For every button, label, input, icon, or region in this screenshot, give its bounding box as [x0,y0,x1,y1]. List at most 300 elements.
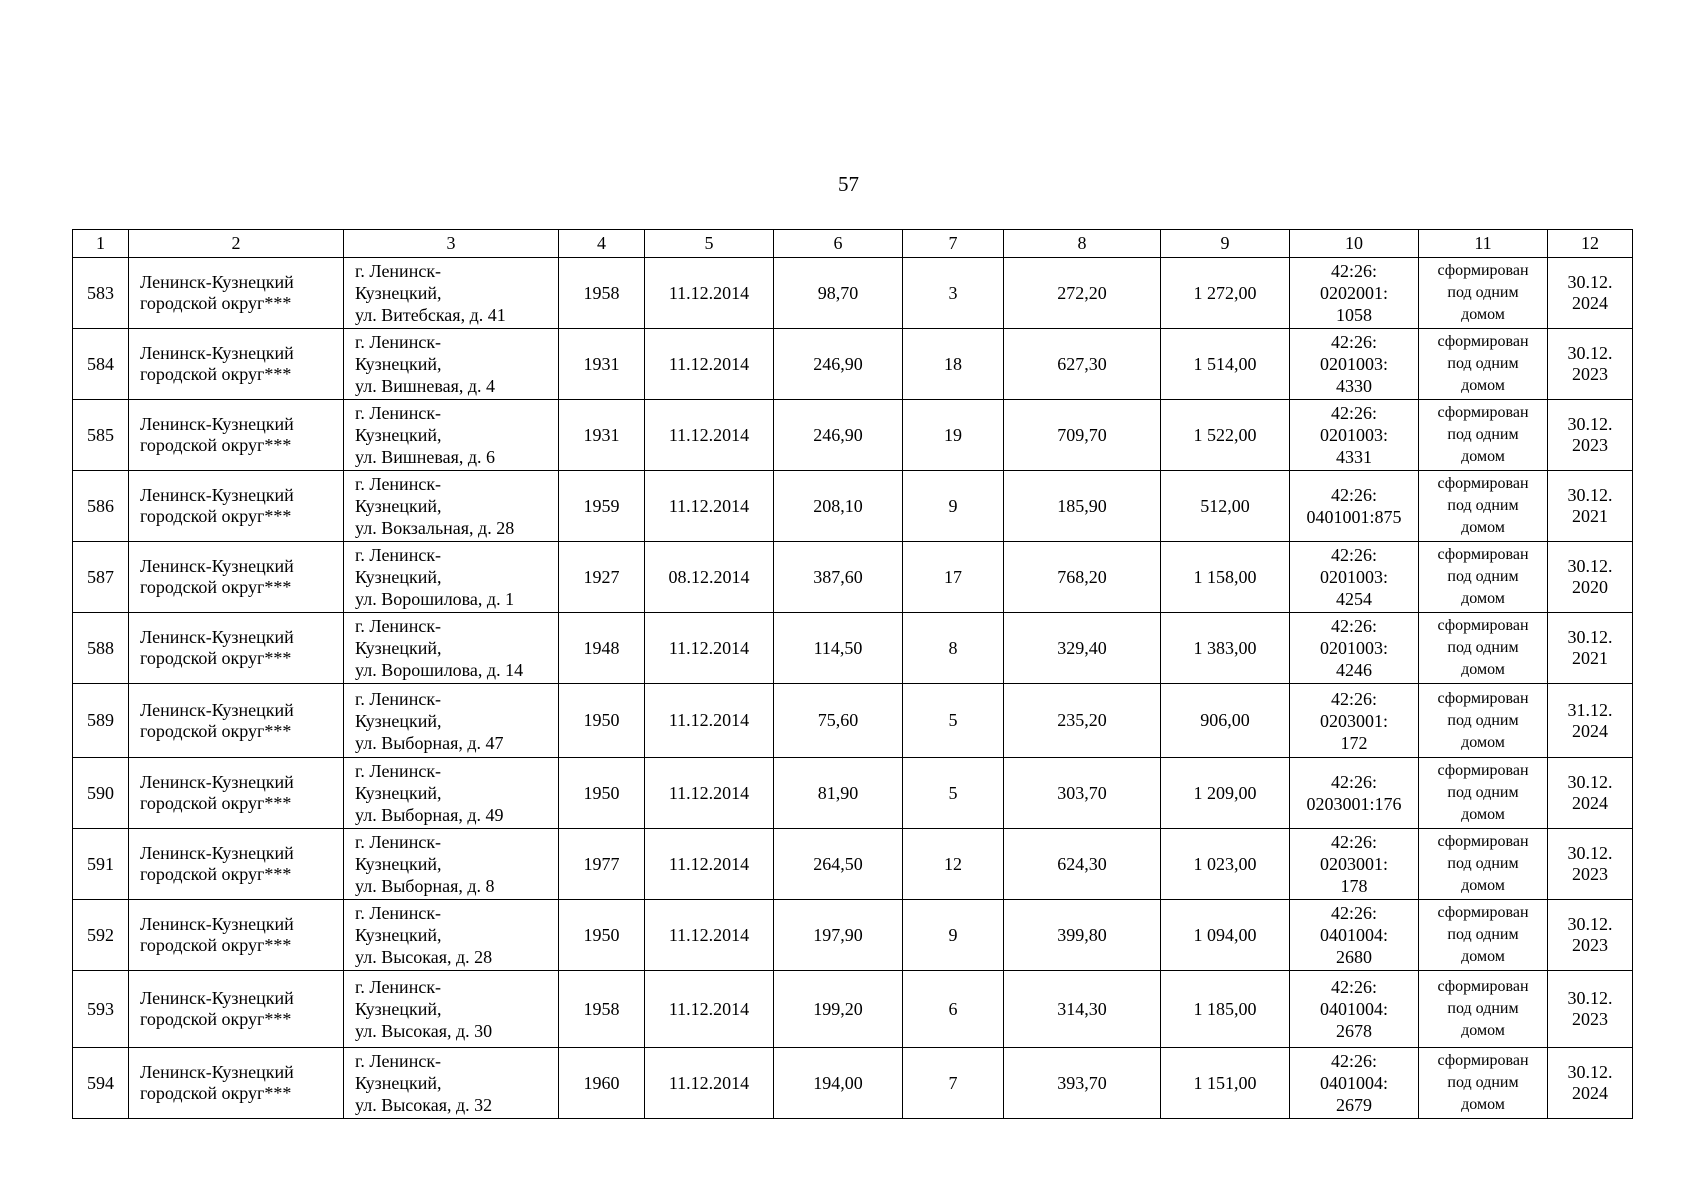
status-line: сформирован [1437,762,1529,779]
status-line: домом [1461,306,1505,323]
district-line: Ленинск-Кузнецкий [140,988,294,1008]
cadastral-line: 2679 [1336,1095,1372,1115]
address-cell [344,758,559,829]
area-a-cell: 387,60 [774,542,903,613]
status-line: сформирован [1437,475,1529,492]
district-cell [129,471,344,542]
district-line: городской округ*** [140,720,292,741]
district-line: городской округ*** [140,506,292,526]
deadline-cell [1548,758,1633,829]
address-cell [344,471,559,542]
table-row [73,684,1633,758]
deadline-line: 30.12. [1567,414,1613,434]
address-cell [344,1048,559,1119]
deadline-line: 2023 [1572,364,1608,384]
cadastral-line: 4254 [1336,589,1372,609]
status-line: домом [1461,733,1505,751]
column-header: 9 [1161,230,1290,258]
area-b-cell: 768,20 [1004,542,1161,613]
date-cell: 11.12.2014 [645,900,774,971]
cadastral-line: 42:26: [1330,332,1377,352]
deadline-cell [1548,542,1633,613]
cadastral-line: 0401004: [1319,925,1388,945]
row-number-cell: 591 [73,829,129,900]
district-line: Ленинск-Кузнецкий [140,914,294,934]
cadastral-line: 42:26: [1330,903,1377,923]
area-a-cell: 199,20 [774,971,903,1048]
status-line: домом [1461,877,1505,894]
area-c-cell: 1 158,00 [1161,542,1290,613]
row-number-cell: 594 [73,1048,129,1119]
build-year-cell: 1958 [559,971,645,1048]
area-a-cell: 264,50 [774,829,903,900]
status-line: под одним [1447,1000,1519,1017]
district-line: Ленинск-Кузнецкий [140,843,294,863]
housing-registry-table [72,229,1633,1119]
address-line: Кузнецкий, [355,638,442,658]
area-b-cell: 314,30 [1004,971,1161,1048]
row-number-cell: 587 [73,542,129,613]
status-line: сформирован [1437,617,1529,634]
row-number-cell: 584 [73,329,129,400]
deadline-line: 2021 [1572,506,1608,526]
address-line: ул. Высокая, д. 32 [355,1095,493,1115]
address-line: ул. Высокая, д. 30 [355,1021,493,1041]
cadastral-line: 42:26: [1330,688,1377,709]
district-cell [129,1048,344,1119]
cadastral-line: 0203001: [1319,710,1388,731]
cadastral-line: 0401004: [1319,999,1388,1019]
residents-cell: 8 [903,613,1004,684]
cadastral-line: 4330 [1336,376,1372,396]
address-cell [344,971,559,1048]
deadline-cell [1548,900,1633,971]
status-line: под одним [1447,284,1519,301]
area-b-cell: 393,70 [1004,1048,1161,1119]
date-cell: 11.12.2014 [645,829,774,900]
build-year-cell: 1960 [559,1048,645,1119]
date-cell: 11.12.2014 [645,258,774,329]
column-header: 6 [774,230,903,258]
deadline-cell [1548,613,1633,684]
address-cell [344,400,559,471]
residents-cell: 17 [903,542,1004,613]
date-cell: 11.12.2014 [645,400,774,471]
cadastral-line: 42:26: [1330,545,1377,565]
column-number-header-row [73,230,1633,258]
deadline-line: 2023 [1572,935,1608,955]
district-cell [129,900,344,971]
cadastral-line: 0401001:875 [1306,507,1402,527]
deadline-line: 30.12. [1567,914,1613,934]
address-line: Кузнецкий, [355,496,442,516]
district-line: Ленинск-Кузнецкий [140,272,294,292]
table-row [73,471,1633,542]
cadastral-line: 0401004: [1319,1073,1388,1093]
area-c-cell: 1 185,00 [1161,971,1290,1048]
cadastral-line: 0201003: [1319,425,1388,445]
land-status-cell [1419,613,1548,684]
row-number-cell: 590 [73,758,129,829]
deadline-cell [1548,471,1633,542]
row-number-cell: 593 [73,971,129,1048]
district-line: Ленинск-Кузнецкий [140,772,294,792]
address-line: ул. Выборная, д. 49 [355,805,504,825]
address-line: г. Ленинск- [355,616,442,636]
area-a-cell: 114,50 [774,613,903,684]
cadastral-number-cell [1290,684,1419,758]
cadastral-line: 0202001: [1319,283,1388,303]
date-cell: 08.12.2014 [645,542,774,613]
cadastral-line: 0203001:176 [1306,794,1402,814]
deadline-cell [1548,684,1633,758]
area-a-cell: 246,90 [774,329,903,400]
status-line: домом [1461,448,1505,465]
area-c-cell: 1 151,00 [1161,1048,1290,1119]
address-line: г. Ленинск- [355,903,442,923]
deadline-cell [1548,829,1633,900]
deadline-line: 2024 [1572,293,1608,313]
build-year-cell: 1950 [559,758,645,829]
address-line: Кузнецкий, [355,854,442,874]
deadline-line: 30.12. [1567,556,1613,576]
address-line: Кузнецкий, [355,567,442,587]
table-row [73,829,1633,900]
address-line: ул. Ворошилова, д. 14 [355,660,524,680]
district-line: Ленинск-Кузнецкий [140,699,294,720]
address-cell [344,613,559,684]
address-line: Кузнецкий, [355,283,442,303]
area-b-cell: 624,30 [1004,829,1161,900]
address-line: Кузнецкий, [355,999,442,1019]
land-status-cell [1419,542,1548,613]
address-cell [344,684,559,758]
area-b-cell: 399,80 [1004,900,1161,971]
land-status-cell [1419,758,1548,829]
area-c-cell: 1 209,00 [1161,758,1290,829]
residents-cell: 9 [903,900,1004,971]
status-line: домом [1461,590,1505,607]
address-line: г. Ленинск- [355,261,442,281]
address-line: Кузнецкий, [355,425,442,445]
column-header: 10 [1290,230,1419,258]
land-status-cell [1419,329,1548,400]
row-number-cell: 583 [73,258,129,329]
district-cell [129,329,344,400]
address-line: ул. Выборная, д. 8 [355,876,495,896]
area-c-cell: 1 383,00 [1161,613,1290,684]
cadastral-line: 2678 [1336,1021,1372,1041]
deadline-line: 2023 [1572,1009,1608,1029]
status-line: домом [1461,1022,1505,1039]
address-cell [344,900,559,971]
deadline-cell [1548,258,1633,329]
cadastral-line: 0201003: [1319,354,1388,374]
area-c-cell: 1 522,00 [1161,400,1290,471]
status-line: под одним [1447,426,1519,443]
status-line: домом [1461,519,1505,536]
deadline-line: 30.12. [1567,272,1613,292]
status-line: домом [1461,377,1505,394]
status-line: сформирован [1437,404,1529,421]
residents-cell: 19 [903,400,1004,471]
deadline-line: 30.12. [1567,485,1613,505]
area-a-cell: 197,90 [774,900,903,971]
cadastral-line: 2680 [1336,947,1372,967]
cadastral-line: 0201003: [1319,638,1388,658]
column-header: 8 [1004,230,1161,258]
table-row [73,758,1633,829]
status-line: домом [1461,948,1505,965]
address-line: г. Ленинск- [355,1051,442,1071]
address-line: г. Ленинск- [355,977,442,997]
residents-cell: 18 [903,329,1004,400]
area-a-cell: 194,00 [774,1048,903,1119]
district-cell [129,758,344,829]
cadastral-number-cell [1290,400,1419,471]
address-cell [344,829,559,900]
address-cell [344,329,559,400]
deadline-cell [1548,971,1633,1048]
area-c-cell: 512,00 [1161,471,1290,542]
cadastral-number-cell [1290,471,1419,542]
land-status-cell [1419,471,1548,542]
status-line: под одним [1447,784,1519,801]
district-line: Ленинск-Кузнецкий [140,343,294,363]
address-line: ул. Выборная, д. 47 [355,732,504,753]
row-number-cell: 589 [73,684,129,758]
land-status-cell [1419,400,1548,471]
status-line: домом [1461,806,1505,823]
column-header: 11 [1419,230,1548,258]
cadastral-line: 172 [1340,732,1368,753]
column-header: 5 [645,230,774,258]
status-line: сформирован [1437,689,1529,707]
column-header: 3 [344,230,559,258]
area-b-cell: 272,20 [1004,258,1161,329]
district-cell [129,542,344,613]
table-row [73,542,1633,613]
cadastral-line: 4331 [1336,447,1372,467]
address-cell [344,542,559,613]
cadastral-line: 178 [1340,876,1368,896]
date-cell: 11.12.2014 [645,971,774,1048]
cadastral-line: 42:26: [1330,403,1377,423]
area-a-cell: 81,90 [774,758,903,829]
address-line: ул. Ворошилова, д. 1 [355,589,515,609]
cadastral-number-cell [1290,971,1419,1048]
deadline-line: 2024 [1572,1083,1608,1103]
district-line: городской округ*** [140,364,292,384]
column-header: 2 [129,230,344,258]
deadline-cell [1548,400,1633,471]
area-c-cell: 1 514,00 [1161,329,1290,400]
address-line: Кузнецкий, [355,710,442,731]
date-cell: 11.12.2014 [645,684,774,758]
status-line: под одним [1447,926,1519,943]
column-header: 12 [1548,230,1633,258]
cadastral-number-cell [1290,829,1419,900]
land-status-cell [1419,684,1548,758]
deadline-line: 30.12. [1567,843,1613,863]
build-year-cell: 1977 [559,829,645,900]
residents-cell: 5 [903,758,1004,829]
date-cell: 11.12.2014 [645,329,774,400]
area-a-cell: 246,90 [774,400,903,471]
column-header: 4 [559,230,645,258]
cadastral-number-cell [1290,329,1419,400]
address-line: ул. Высокая, д. 28 [355,947,493,967]
land-status-cell [1419,971,1548,1048]
deadline-line: 2023 [1572,864,1608,884]
residents-cell: 7 [903,1048,1004,1119]
address-line: г. Ленинск- [355,545,442,565]
address-line: г. Ленинск- [355,403,442,423]
status-line: домом [1461,661,1505,678]
district-line: городской округ*** [140,648,292,668]
build-year-cell: 1927 [559,542,645,613]
date-cell: 11.12.2014 [645,758,774,829]
column-header: 7 [903,230,1004,258]
cadastral-number-cell [1290,1048,1419,1119]
row-number-cell: 588 [73,613,129,684]
deadline-line: 30.12. [1567,627,1613,647]
area-c-cell: 1 023,00 [1161,829,1290,900]
district-line: городской округ*** [140,935,292,955]
cadastral-line: 42:26: [1330,1051,1377,1071]
address-line: Кузнецкий, [355,925,442,945]
address-line: Кузнецкий, [355,783,442,803]
area-a-cell: 98,70 [774,258,903,329]
district-line: Ленинск-Кузнецкий [140,627,294,647]
cadastral-line: 42:26: [1330,616,1377,636]
cadastral-number-cell [1290,758,1419,829]
deadline-line: 31.12. [1567,699,1613,720]
district-line: Ленинск-Кузнецкий [140,485,294,505]
district-line: городской округ*** [140,864,292,884]
area-b-cell: 303,70 [1004,758,1161,829]
date-cell: 11.12.2014 [645,471,774,542]
cadastral-number-cell [1290,613,1419,684]
cadastral-line: 42:26: [1330,485,1377,505]
district-cell [129,971,344,1048]
table-row [73,258,1633,329]
status-line: под одним [1447,711,1519,729]
area-c-cell: 1 272,00 [1161,258,1290,329]
status-line: сформирован [1437,333,1529,350]
cadastral-line: 42:26: [1330,977,1377,997]
deadline-line: 2021 [1572,648,1608,668]
district-cell [129,684,344,758]
land-status-cell [1419,1048,1548,1119]
page-number: 57 [838,172,859,196]
area-b-cell: 329,40 [1004,613,1161,684]
build-year-cell: 1931 [559,400,645,471]
district-line: городской округ*** [140,577,292,597]
deadline-line: 30.12. [1567,343,1613,363]
build-year-cell: 1950 [559,900,645,971]
cadastral-line: 4246 [1336,660,1372,680]
address-line: Кузнецкий, [355,1073,442,1093]
residents-cell: 5 [903,684,1004,758]
cadastral-line: 42:26: [1330,772,1377,792]
address-line: г. Ленинск- [355,761,442,781]
district-line: Ленинск-Кузнецкий [140,1062,294,1082]
deadline-line: 30.12. [1567,988,1613,1008]
build-year-cell: 1950 [559,684,645,758]
deadline-line: 2020 [1572,577,1608,597]
status-line: сформирован [1437,978,1529,995]
deadline-line: 2024 [1572,793,1608,813]
deadline-cell [1548,1048,1633,1119]
cadastral-line: 42:26: [1330,261,1377,281]
row-number-cell: 586 [73,471,129,542]
district-line: городской округ*** [140,1083,292,1103]
deadline-line: 30.12. [1567,1062,1613,1082]
table-row [73,613,1633,684]
status-line: под одним [1447,855,1519,872]
table-row [73,971,1633,1048]
build-year-cell: 1931 [559,329,645,400]
column-header: 1 [73,230,129,258]
status-line: сформирован [1437,546,1529,563]
district-line: городской округ*** [140,435,292,455]
address-line: ул. Вишневая, д. 4 [355,376,496,396]
table-row [73,1048,1633,1119]
date-cell: 11.12.2014 [645,1048,774,1119]
status-line: сформирован [1437,1052,1529,1069]
residents-cell: 3 [903,258,1004,329]
row-number-cell: 585 [73,400,129,471]
residents-cell: 6 [903,971,1004,1048]
area-b-cell: 709,70 [1004,400,1161,471]
cadastral-line: 42:26: [1330,832,1377,852]
deadline-line: 2023 [1572,435,1608,455]
deadline-cell [1548,329,1633,400]
cadastral-line: 0203001: [1319,854,1388,874]
residents-cell: 12 [903,829,1004,900]
status-line: под одним [1447,497,1519,514]
address-line: ул. Витебская, д. 41 [355,305,506,325]
area-a-cell: 208,10 [774,471,903,542]
build-year-cell: 1959 [559,471,645,542]
address-line: ул. Вокзальная, д. 28 [355,518,515,538]
status-line: под одним [1447,639,1519,656]
status-line: сформирован [1437,262,1529,279]
status-line: сформирован [1437,833,1529,850]
address-line: г. Ленинск- [355,832,442,852]
land-status-cell [1419,900,1548,971]
table-row [73,329,1633,400]
cadastral-number-cell [1290,542,1419,613]
cadastral-number-cell [1290,900,1419,971]
address-line: г. Ленинск- [355,474,442,494]
date-cell: 11.12.2014 [645,613,774,684]
table-body [73,258,1633,1119]
area-a-cell: 75,60 [774,684,903,758]
cadastral-line: 0201003: [1319,567,1388,587]
deadline-line: 2024 [1572,720,1608,741]
address-line: г. Ленинск- [355,332,442,352]
land-status-cell [1419,829,1548,900]
district-line: городской округ*** [140,293,292,313]
cadastral-number-cell [1290,258,1419,329]
row-number-cell: 592 [73,900,129,971]
land-status-cell [1419,258,1548,329]
status-line: под одним [1447,568,1519,585]
status-line: под одним [1447,1074,1519,1091]
build-year-cell: 1958 [559,258,645,329]
